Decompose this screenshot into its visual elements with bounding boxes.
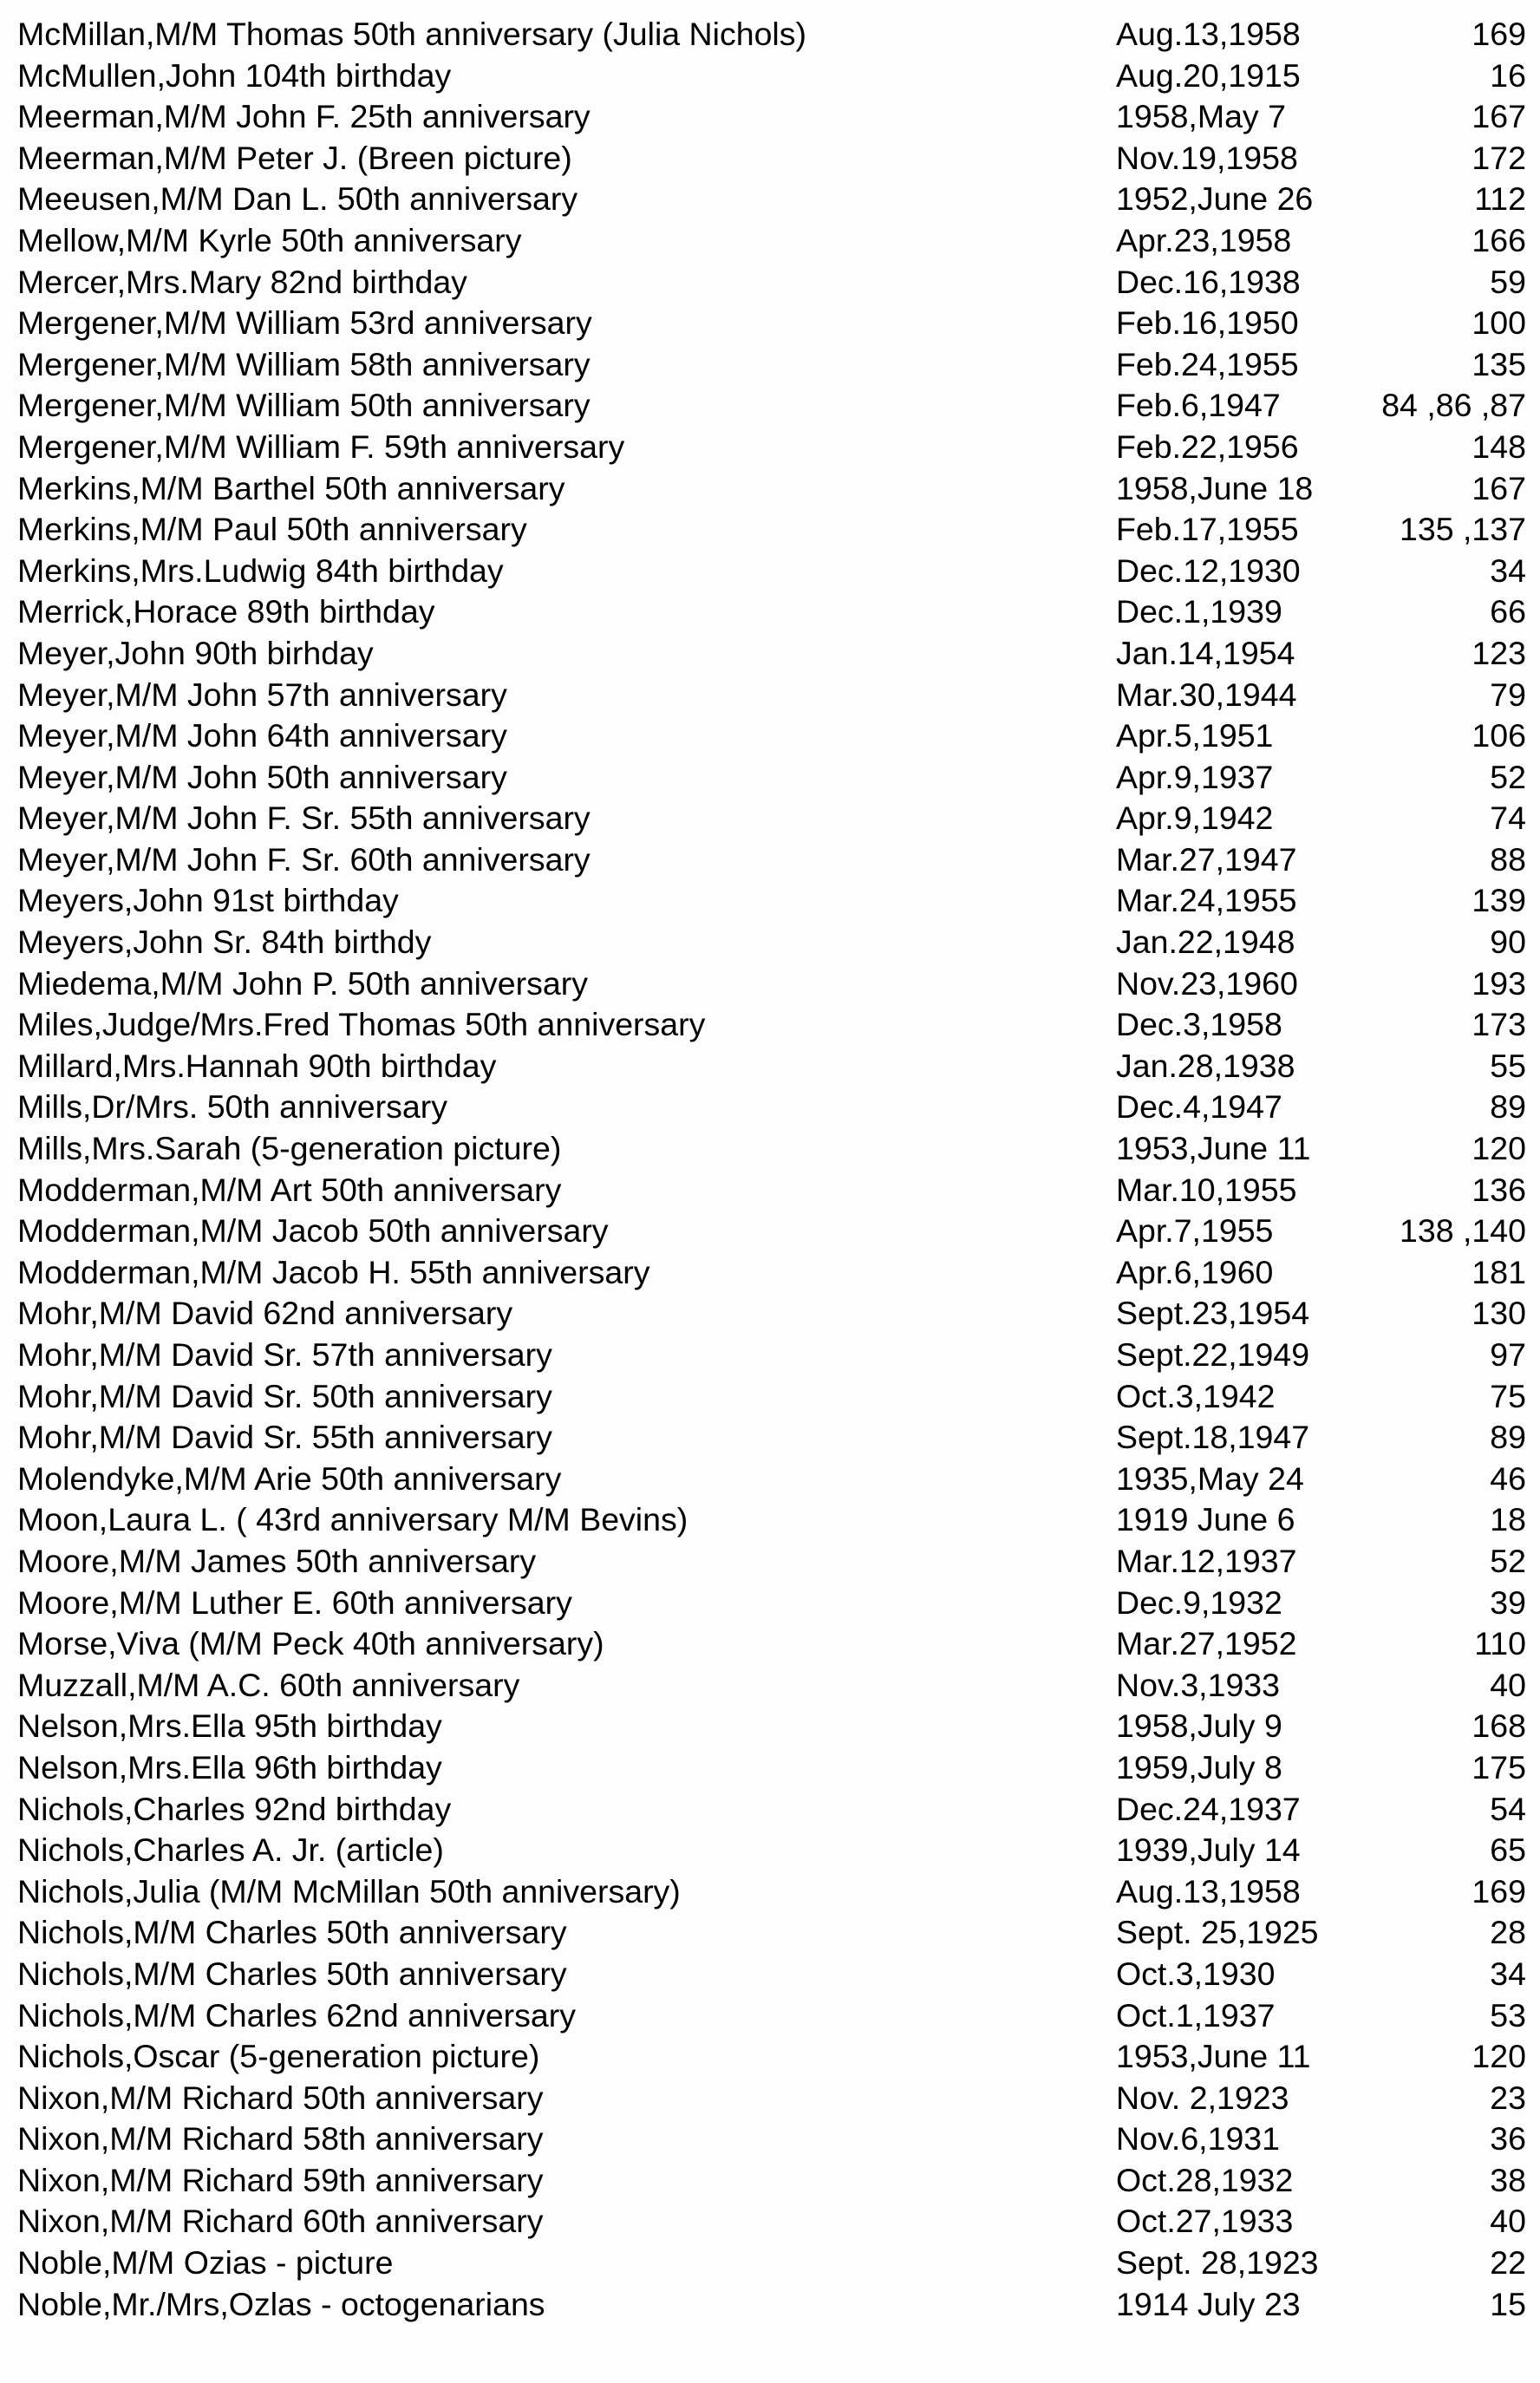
list-item [17, 757, 1526, 799]
entry-page-number: 22 [1490, 2244, 1526, 2282]
list-item [17, 1541, 1526, 1583]
list-item [17, 1211, 1526, 1252]
entry-page-number: 36 [1490, 2120, 1526, 2158]
list-item [17, 138, 1526, 180]
entry-page-number: 53 [1490, 1996, 1526, 2034]
entry-name: Mellow,M/M Kyrle 50th anniversary [17, 221, 522, 258]
list-item [17, 798, 1526, 839]
list-item [17, 1170, 1526, 1211]
list-item [17, 303, 1526, 344]
list-item [17, 1706, 1526, 1747]
entry-page-number: 148 [1471, 428, 1526, 465]
entry-date: Nov.23,1960 [1116, 964, 1298, 1002]
entry-page-number: 139 [1471, 882, 1526, 919]
entry-date: Sept. 28,1923 [1116, 2244, 1319, 2282]
entry-page-number: 40 [1490, 2203, 1526, 2240]
entry-page-number: 136 [1471, 1171, 1526, 1208]
entry-date: Dec.24,1937 [1116, 1790, 1301, 1827]
entry-date: Apr.6,1960 [1116, 1253, 1274, 1290]
entry-date: Nov. 2,1923 [1116, 2079, 1289, 2116]
entry-page-number: 97 [1490, 1336, 1526, 1373]
entry-page-number: 16 [1490, 56, 1526, 94]
entry-date: Oct.3,1930 [1116, 1955, 1276, 1992]
entry-page-number: 130 [1471, 1295, 1526, 1332]
list-item [17, 179, 1526, 220]
entry-name: Meyers,John 91st birthday [17, 882, 399, 919]
list-item [17, 1128, 1526, 1170]
list-item [17, 1499, 1526, 1541]
entry-name: Merkins,M/M Paul 50th anniversary [17, 511, 527, 548]
entry-date: Apr.9,1942 [1116, 800, 1274, 837]
entry-name: Mercer,Mrs.Mary 82nd birthday [17, 263, 467, 300]
entry-page-number: 40 [1490, 1666, 1526, 1703]
entry-page-number: 175 [1471, 1748, 1526, 1786]
list-item [17, 1004, 1526, 1046]
entry-name: Mohr,M/M David Sr. 50th anniversary [17, 1377, 552, 1414]
list-item [17, 1623, 1526, 1665]
entry-page-number: 89 [1490, 1088, 1526, 1126]
list-item [17, 1995, 1526, 2037]
entry-name: Noble,Mr./Mrs,Ozlas - octogenarians [17, 2285, 545, 2322]
list-item [17, 1583, 1526, 1624]
entry-name: Nelson,Mrs.Ella 95th birthday [17, 1707, 442, 1745]
list-item [17, 55, 1526, 97]
entry-name: Nichols,Julia (M/M McMillan 50th anniversary) [17, 1872, 681, 1910]
list-item [17, 1871, 1526, 1913]
entry-date: Aug.13,1958 [1116, 1872, 1301, 1910]
entry-name: Nichols,Charles 92nd birthday [17, 1790, 452, 1827]
entry-name: Noble,M/M Ozias - picture [17, 2244, 394, 2282]
entry-page-number: 74 [1490, 800, 1526, 837]
list-item [17, 220, 1526, 262]
entry-name: Miedema,M/M John P. 50th anniversary [17, 964, 588, 1002]
entry-date: Dec.1,1939 [1116, 593, 1282, 630]
entry-date: 1919 June 6 [1116, 1501, 1295, 1538]
entry-date: Nov.19,1958 [1116, 139, 1298, 176]
entry-name: Mohr,M/M David 62nd anniversary [17, 1295, 513, 1332]
list-item [17, 2160, 1526, 2202]
entry-name: Morse,Viva (M/M Peck 40th anniversary) [17, 1625, 604, 1662]
entry-date: Mar.12,1937 [1116, 1542, 1297, 1579]
entry-name: Mills,Mrs.Sarah (5-generation picture) [17, 1130, 562, 1167]
entry-page-number: 65 [1490, 1831, 1526, 1869]
list-item [17, 2284, 1526, 2326]
entry-name: Merkins,M/M Barthel 50th anniversary [17, 469, 565, 506]
entry-page-number: 120 [1471, 1130, 1526, 1167]
entry-name: Mergener,M/M William 58th anniversary [17, 345, 591, 382]
list-item [17, 2201, 1526, 2243]
entry-date: Dec.16,1938 [1116, 263, 1301, 300]
entry-page-number: 59 [1490, 263, 1526, 300]
entry-date: Dec.9,1932 [1116, 1583, 1282, 1621]
entry-page-number: 34 [1490, 1955, 1526, 1992]
list-item [17, 509, 1526, 551]
entry-page-number: 55 [1490, 1047, 1526, 1084]
entry-page-number: 46 [1490, 1459, 1526, 1497]
entry-date: Mar.10,1955 [1116, 1171, 1297, 1208]
list-item [17, 1252, 1526, 1294]
entry-page-number: 172 [1471, 139, 1526, 176]
entry-name: Miles,Judge/Mrs.Fred Thomas 50th anniversary [17, 1006, 706, 1043]
list-item [17, 675, 1526, 716]
entry-date: Feb.22,1956 [1116, 428, 1299, 465]
entry-date: 1958,June 18 [1116, 469, 1314, 506]
entry-date: Mar.27,1947 [1116, 840, 1297, 878]
entry-name: Muzzall,M/M A.C. 60th anniversary [17, 1666, 520, 1703]
entry-page-number: 110 [1474, 1625, 1526, 1662]
entry-date: Apr.23,1958 [1116, 221, 1292, 258]
entry-date: Feb.24,1955 [1116, 345, 1299, 382]
entry-date: 1952,June 26 [1116, 180, 1314, 218]
entry-page-number: 79 [1490, 676, 1526, 713]
list-item [17, 633, 1526, 675]
entry-date: Mar.24,1955 [1116, 882, 1297, 919]
list-item [17, 839, 1526, 881]
entry-date: Oct.1,1937 [1116, 1996, 1276, 2034]
entry-date: 1959,July 8 [1116, 1748, 1282, 1786]
list-item [17, 1789, 1526, 1831]
entry-date: Oct.3,1942 [1116, 1377, 1276, 1414]
entry-name: Molendyke,M/M Arie 50th anniversary [17, 1459, 562, 1497]
entry-name: Nelson,Mrs.Ella 96th birthday [17, 1748, 442, 1786]
entry-name: Millard,Mrs.Hannah 90th birthday [17, 1047, 497, 1084]
list-item [17, 2243, 1526, 2284]
list-item [17, 468, 1526, 510]
entry-name: Nichols,Oscar (5-generation picture) [17, 2038, 540, 2075]
entry-name: Meyer,John 90th birhday [17, 634, 374, 671]
entry-date: Aug.13,1958 [1116, 16, 1301, 52]
entry-page-number: 168 [1471, 1707, 1526, 1745]
list-item [17, 2078, 1526, 2119]
entry-date: Mar.27,1952 [1116, 1625, 1297, 1662]
entry-name: Meerman,M/M John F. 25th anniversary [17, 98, 591, 135]
entry-name: Moon,Laura L. ( 43rd anniversary M/M Bevins) [17, 1501, 688, 1538]
entry-date: Feb.16,1950 [1116, 304, 1299, 342]
entry-page-number: 106 [1471, 717, 1526, 754]
list-item [17, 96, 1526, 138]
entry-name: Mills,Dr/Mrs. 50th anniversary [17, 1088, 447, 1126]
list-item [17, 1417, 1526, 1459]
entry-name: Nixon,M/M Richard 50th anniversary [17, 2079, 544, 2116]
entry-page-number: 138 ,140 [1400, 1212, 1526, 1250]
entry-page-number: 23 [1490, 2079, 1526, 2116]
entry-name: Nichols,Charles A. Jr. (article) [17, 1831, 444, 1869]
list-item [17, 1459, 1526, 1500]
entry-name: Nichols,M/M Charles 50th anniversary [17, 1955, 567, 1992]
list-item [17, 1335, 1526, 1376]
entry-page-number: 34 [1490, 552, 1526, 589]
entry-page-number: 84 ,86 ,87 [1381, 387, 1526, 424]
entry-date: Feb.6,1947 [1116, 387, 1281, 424]
list-item [17, 591, 1526, 633]
entry-date: Apr.7,1955 [1116, 1212, 1274, 1250]
entry-date: Dec.4,1947 [1116, 1088, 1282, 1126]
entry-date: 1914 July 23 [1116, 2285, 1301, 2322]
entry-name: Nichols,M/M Charles 50th anniversary [17, 1914, 567, 1951]
list-item [17, 963, 1526, 1005]
entry-page-number: 193 [1471, 964, 1526, 1002]
entry-date: Nov.6,1931 [1116, 2120, 1281, 2158]
entry-page-number: 173 [1471, 1006, 1526, 1043]
list-item [17, 922, 1526, 963]
entry-date: Nov.3,1933 [1116, 1666, 1281, 1703]
entry-page-number: 167 [1471, 469, 1526, 506]
list-item [17, 1954, 1526, 1995]
entry-name: Modderman,M/M Jacob H. 55th anniversary [17, 1253, 650, 1290]
entry-name: Meyer,M/M John 50th anniversary [17, 758, 507, 795]
list-item [17, 2119, 1526, 2160]
list-item [17, 385, 1526, 427]
list-item [17, 880, 1526, 922]
entry-page-number: 167 [1471, 98, 1526, 135]
entry-name: Mergener,M/M William 50th anniversary [17, 387, 591, 424]
entry-date: Jan.14,1954 [1116, 634, 1295, 671]
list-item [17, 427, 1526, 468]
entry-page-number: 181 [1471, 1253, 1526, 1290]
entry-date: Dec.12,1930 [1116, 552, 1301, 589]
entry-name: Merkins,Mrs.Ludwig 84th birthday [17, 552, 504, 589]
entry-name: Meyer,M/M John 64th anniversary [17, 717, 507, 754]
list-item [17, 1747, 1526, 1789]
entry-page-number: 89 [1490, 1419, 1526, 1456]
entry-page-number: 28 [1490, 1914, 1526, 1951]
entry-name: Meyers,John Sr. 84th birthdy [17, 924, 432, 961]
entry-name: Modderman,M/M Art 50th anniversary [17, 1171, 562, 1208]
list-item [17, 1830, 1526, 1871]
entry-name: Nichols,M/M Charles 62nd anniversary [17, 1996, 577, 2034]
entry-page-number: 120 [1471, 2038, 1526, 2075]
entry-page-number: 75 [1490, 1377, 1526, 1414]
entry-name: Moore,M/M Luther E. 60th anniversary [17, 1583, 572, 1621]
entry-name: Meyer,M/M John F. Sr. 60th anniversary [17, 840, 591, 878]
entry-name: Modderman,M/M Jacob 50th anniversary [17, 1212, 609, 1250]
entry-page-number: 52 [1490, 758, 1526, 795]
entry-date: Mar.30,1944 [1116, 676, 1297, 713]
entry-page-number: 18 [1490, 1501, 1526, 1538]
entry-page-number: 100 [1471, 304, 1526, 342]
list-item [17, 262, 1526, 304]
entry-name: Meeusen,M/M Dan L. 50th anniversary [17, 180, 578, 218]
entry-date: Sept.22,1949 [1116, 1336, 1310, 1373]
entry-name: Mergener,M/M William F. 59th anniversary [17, 428, 625, 465]
entry-date: Feb.17,1955 [1116, 511, 1299, 548]
entry-page-number: 123 [1471, 634, 1526, 671]
entry-page-number: 39 [1490, 1583, 1526, 1621]
list-item [17, 551, 1526, 592]
entry-name: McMillan,M/M Thomas 50th anniversary (Julia Nichols) [17, 16, 806, 52]
entry-date: Dec.3,1958 [1116, 1006, 1282, 1043]
entry-name: Mohr,M/M David Sr. 57th anniversary [17, 1336, 552, 1373]
entry-name: Mohr,M/M David Sr. 55th anniversary [17, 1419, 552, 1456]
entry-name: Meerman,M/M Peter J. (Breen picture) [17, 139, 572, 176]
entry-page-number: 135 ,137 [1400, 511, 1526, 548]
entry-date: Apr.9,1937 [1116, 758, 1274, 795]
entry-date: 1953,June 11 [1116, 2038, 1311, 2075]
entry-date: 1939,July 14 [1116, 1831, 1301, 1869]
entry-page-number: 90 [1490, 924, 1526, 961]
entry-name: Nixon,M/M Richard 58th anniversary [17, 2120, 544, 2158]
list-item [17, 2036, 1526, 2078]
entry-page-number: 52 [1490, 1542, 1526, 1579]
entry-page-number: 66 [1490, 593, 1526, 630]
list-item [17, 344, 1526, 386]
list-item [17, 1087, 1526, 1128]
list-item [17, 14, 1526, 55]
entry-date: 1958,July 9 [1116, 1707, 1282, 1745]
list-item [17, 1665, 1526, 1707]
list-item [17, 1912, 1526, 1954]
entry-name: Merrick,Horace 89th birthday [17, 593, 435, 630]
entry-page-number: 169 [1471, 16, 1526, 52]
entry-date: Apr.5,1951 [1116, 717, 1274, 754]
entry-page-number: 15 [1490, 2285, 1526, 2322]
entry-date: 1958,May 7 [1116, 98, 1286, 135]
entry-page-number: 112 [1474, 180, 1526, 218]
entry-date: Jan.28,1938 [1116, 1047, 1295, 1084]
entry-date: 1953,June 11 [1116, 1130, 1311, 1167]
entry-name: Meyer,M/M John F. Sr. 55th anniversary [17, 800, 591, 837]
entry-date: Aug.20,1915 [1116, 56, 1301, 94]
entry-page-number: 169 [1471, 1872, 1526, 1910]
entry-name: Moore,M/M James 50th anniversary [17, 1542, 537, 1579]
entry-name: Nixon,M/M Richard 59th anniversary [17, 2161, 544, 2198]
entry-name: Nixon,M/M Richard 60th anniversary [17, 2203, 544, 2240]
index-list [17, 14, 1526, 2325]
entry-date: Oct.28,1932 [1116, 2161, 1294, 2198]
entry-page-number: 54 [1490, 1790, 1526, 1827]
entry-date: Sept.18,1947 [1116, 1419, 1310, 1456]
entry-date: Sept. 25,1925 [1116, 1914, 1319, 1951]
list-item [17, 715, 1526, 757]
entry-name: Mergener,M/M William 53rd anniversary [17, 304, 592, 342]
entry-page-number: 135 [1471, 345, 1526, 382]
list-item [17, 1293, 1526, 1335]
list-item [17, 1046, 1526, 1087]
entry-name: McMullen,John 104th birthday [17, 56, 452, 94]
entry-date: Oct.27,1933 [1116, 2203, 1294, 2240]
entry-name: Meyer,M/M John 57th anniversary [17, 676, 507, 713]
entry-page-number: 88 [1490, 840, 1526, 878]
entry-date: Sept.23,1954 [1116, 1295, 1310, 1332]
entry-date: 1935,May 24 [1116, 1459, 1304, 1497]
entry-date: Jan.22,1948 [1116, 924, 1295, 961]
entry-page-number: 38 [1490, 2161, 1526, 2198]
entry-page-number: 166 [1471, 221, 1526, 258]
list-item [17, 1376, 1526, 1418]
